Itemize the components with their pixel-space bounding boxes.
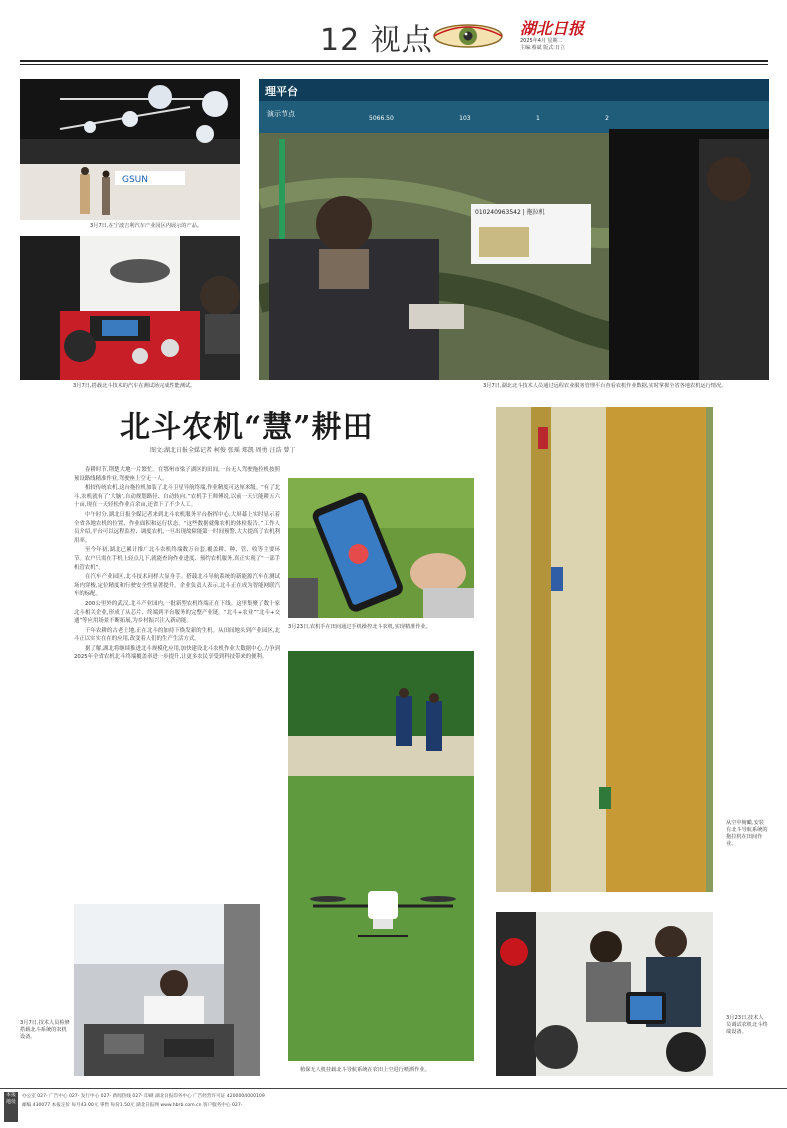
page-number-digits: 12 (320, 23, 361, 58)
header-rule (20, 60, 768, 62)
header-date (520, 38, 565, 52)
car-brand-logo: GSUN (122, 175, 149, 185)
edit-line: 主编:蔡斌 版式:日立 (520, 45, 565, 51)
platform-image (259, 79, 769, 380)
photo-platform (259, 79, 769, 380)
platform-stat-3: 1 (535, 115, 540, 122)
popup-label-text: 拖拉机 (526, 209, 545, 216)
caption-car-interior: 3月7日,搭载北斗技术的汽车在测试场完成性能测试。 (73, 383, 196, 389)
article-paragraph: 相较传统农机,这台拖拉机加装了北斗卫星导航终端,作业精度可达厘米级。“有了北斗,农机就有了‘大脑’,自动规划路径、自动转向。”农机手王师傅说,以前一天只能耕五六十亩,现在一天轻松作业百余亩,还省下了不少人工。 (74, 485, 280, 509)
footer-line: 办公室 027- 广告中心 027- 发行中心 027- 新闻热线 027- 印刷 湖北日报印务中心 广告经营许可证 4200004000109 (22, 1094, 265, 1099)
photo-tractor-cabin (496, 912, 713, 1076)
photo-phone (288, 478, 474, 618)
platform-stat-4: 2 (605, 115, 609, 122)
car-interior-image (20, 236, 240, 380)
article-body (74, 466, 280, 663)
photo-engine (74, 904, 260, 1076)
footer-line: 邮编 430077 本报定价 每月43.00元 零售 每份1.50元 湖北日报网 www.hbrb.com.cn 客户服务中心 027- (22, 1103, 243, 1108)
caption-tractor-cabin: 3月23日,技术人员调试农机北斗终端设备。 (726, 1015, 768, 1035)
article-paragraph: 千年农耕的古老土地,正在北斗的加持下焕发新的生机。从田间地头到产业园区,北斗正以实实在在的应用,改变着人们的生产生活方式。 (74, 627, 280, 643)
platform-popup-id: 010240963542 | 拖拉机 (475, 209, 545, 216)
platform-stat-1: 5066.50 (369, 115, 394, 122)
page-number (320, 15, 433, 59)
caption-phone: 3月23日,农机手在田间通过手机操控北斗农机,实现精准作业。 (288, 624, 431, 630)
drone-image (288, 651, 474, 1061)
caption-drone: 植保无人机挂载北斗导航系统在农田上空进行喷洒作业。 (300, 1067, 430, 1073)
tractor-cabin-image (496, 912, 713, 1076)
article-title: 北斗农机“慧”耕田 (120, 410, 374, 445)
caption-showroom: 3月7日,在宁波吉利汽车产业园区内展示的产品。 (90, 223, 203, 229)
header-rule-thin (20, 64, 768, 65)
article-paragraph: 在汽车产业园区,北斗技术同样大显身手。搭载北斗导航系统的新能源汽车在测试场内穿梭,定位精度和行驶安全性显著提升。企业负责人表示,北斗正在成为智能网联汽车的标配。 (74, 574, 280, 598)
article-paragraph: 据了解,湖北将继续推进北斗规模化应用,加快建设北斗农机作业大数据中心,力争到2025年全省农机北斗终端覆盖率进一步提升,让更多农民享受到科技带来的便利。 (74, 645, 280, 661)
caption-engine: 3月7日,技术人员检修搭载北斗系统的农机设备。 (20, 1020, 70, 1040)
article-byline: 图文:湖北日报全媒记者 柯俊 张瑶 郑凯 周勇 汪浩 曾丁 (150, 447, 296, 454)
caption-platform: 3月7日,湖北北斗技术人员通过远程农业服务管理平台查看农机作业数据,实时掌握全省各地农机运行情况。 (483, 383, 727, 389)
photo-car-interior (20, 236, 240, 380)
masthead: 湖北日报 (520, 19, 585, 38)
section-name: 视点 (370, 23, 433, 58)
article-paragraph: 200公里外的武汉,北斗产业园内,一批新型农机终端正在下线。这里集聚了数十家北斗相关企业,形成了从芯片、终端到平台服务的完整产业链。“北斗+农业”“北斗+交通”等应用场景不断拓展,为乡村振兴注入新动能。 (74, 600, 280, 625)
photo-aerial-field (496, 407, 713, 892)
article-paragraph: 至今年初,湖北已累计推广北斗农机终端数万台套,覆盖耕、种、管、收等主要环节。农户只需在手机上轻点几下,就能查询作业进度、预约农机服务,真正实现了“一部手机管农机”。 (74, 547, 280, 571)
article-paragraph: 中午时分,湖北日报全媒记者来到北斗农机服务平台指挥中心,大屏幕上实时显示着全省各地农机的位置、作业面积和运行状态。“这些数据就像农机的体检报告。”工作人员介绍,平台可以远程监控、调度农机,一旦出现故障能第一时间预警,大大提高了农机利用率。 (74, 511, 280, 544)
article-paragraph: 春耕时节,荆楚大地一片繁忙。在鄂州市梁子湖区的田间,一台无人驾驶拖拉机按照预设路线精准作业,驾驶座上空无一人。 (74, 467, 280, 482)
photo-drone (288, 651, 474, 1061)
popup-id-text: 010240963542 (475, 209, 521, 216)
photo-showroom (20, 79, 240, 220)
phone-image (288, 478, 474, 618)
date-line: 2025年4月 星期二 (520, 38, 563, 44)
aerial-field-image (496, 407, 713, 892)
showroom-image (20, 79, 240, 220)
footer-rule (0, 1088, 787, 1089)
footer-tag: 本报地址 (4, 1092, 18, 1122)
eye-logo-icon (432, 22, 504, 50)
platform-stat-2: 103 (459, 115, 471, 122)
caption-aerial-field: 从空中俯瞰,安装有北斗导航系统的拖拉机在田间作业。 (726, 820, 768, 847)
platform-stats (369, 115, 609, 122)
platform-node-label: 演示节点 (267, 110, 295, 118)
platform-title: 理平台 (265, 85, 298, 98)
footer-info (22, 1092, 782, 1110)
engine-image (74, 904, 260, 1076)
